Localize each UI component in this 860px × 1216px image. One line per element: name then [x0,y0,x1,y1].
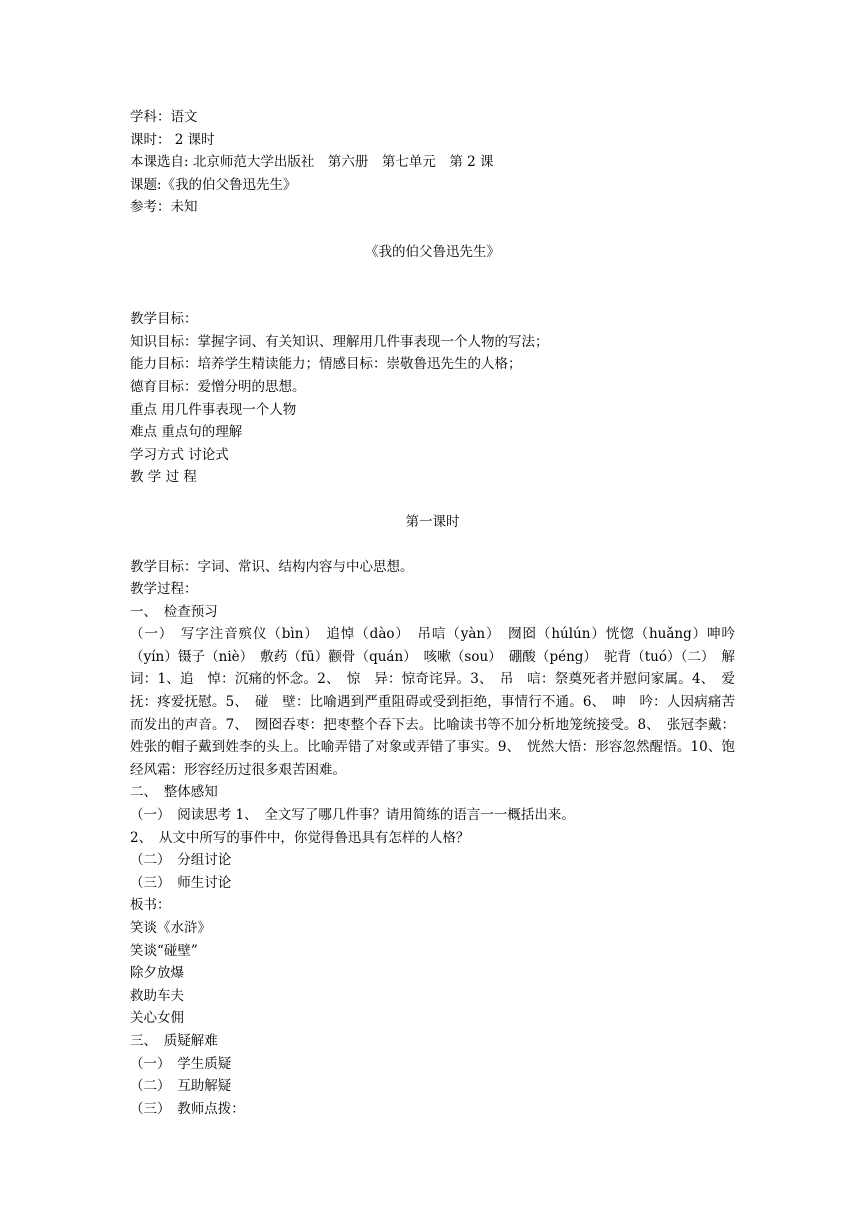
difficult-point: 难点 重点句的理解 [130,424,243,441]
board-heading: 板书： [130,897,171,914]
objectives-heading: 教学目标： [130,311,198,328]
moral-objective: 德育目标：爱憎分明的思想。 [130,378,306,395]
teaching-process-heading: 教 学 过 程 [130,469,197,486]
section2-heading: 二、 整体感知 [130,784,218,801]
section1-heading: 一、 检查预习 [130,603,218,620]
reference-line: 参考：未知 [130,199,198,216]
board-item: 关心女佣 [130,1010,184,1027]
section3-mutual: （二） 互助解疑 [130,1078,232,1095]
topic-line: 课题:《我的伯父鲁迅先生》 [130,176,297,193]
lesson1-heading: 第一课时 [405,513,460,530]
board-item: 除夕放爆 [130,965,184,982]
section3-questions: （一） 学生质疑 [130,1055,232,1072]
section2-reading: （一） 阅读思考 1、 全文写了哪几件事？请用简练的语言一一概括出来。 [130,807,575,824]
knowledge-objective: 知识目标：掌握字词、有关知识、理解用几件事表现一个人物的写法； [130,333,549,350]
section2-discussion: （三） 师生讨论 [130,874,232,891]
key-point: 重点 用几件事表现一个人物 [130,401,297,418]
ability-objective: 能力目标：培养学生精读能力；情感目标：崇敬鲁迅先生的人格； [130,356,522,373]
learning-method: 学习方式 讨论式 [130,446,229,463]
subject-line: 学科：语文 [130,109,198,125]
section2-question: 2、 从文中所写的事件中，你觉得鲁迅具有怎样的人格？ [130,829,470,846]
board-item: 笑谈《水浒》 [130,920,211,936]
section3-guidance: （三） 教师点拨： [130,1100,245,1117]
board-item: 笑谈“碰壁” [130,942,198,959]
section1-body: （一） 写字注音殡仪（bìn） 追悼（dào） 吊唁（yàn） 囫囵（húlún）恍惚（huǎng）呻吟（yín）镊子（niè） 敷药（fū）颧骨（quán） 咳嗽（sou） 硼酸（péng） 驼背（tuó）（二） 解词：1、追 悼：沉痛的怀念。2、 惊 异：惊奇诧异。3、 吊 唁：祭奠死者并慰问家属。4、 爱 抚：疼爱抚慰。5、 碰 壁：比喻遇到严重阻碍或受到拒绝，事情行不通。6、 呻 吟：人因病痛苦而发出的声音。7、 囫囵吞枣：把枣整个吞下去。比喻读书等不加分析地笼统接受。8、 张冠李戴：姓张的帽子戴到姓李的头上。比喻弄错了对象或弄错了事实。9、 恍然大悟：形容忽然醒悟。10、饱经风霜：形容经历过很多艰苦困难。 [130,626,749,778]
section2-group: （二） 分组讨论 [130,852,232,869]
lesson1-process: 教学过程： [130,581,198,598]
hours-line: 课时： 2 课时 [130,131,215,148]
document-title: 《我的伯父鲁迅先生》 [365,243,500,260]
section3-heading: 三、 质疑解难 [130,1032,218,1049]
lesson1-objective: 教学目标：字词、常识、结构内容与中心思想。 [130,558,414,575]
source-line: 本课选自: 北京师范大学出版社 第六册 第七单元 第 2 课 [130,154,494,171]
document-body [130,106,749,1120]
board-item: 救助车夫 [130,987,184,1004]
